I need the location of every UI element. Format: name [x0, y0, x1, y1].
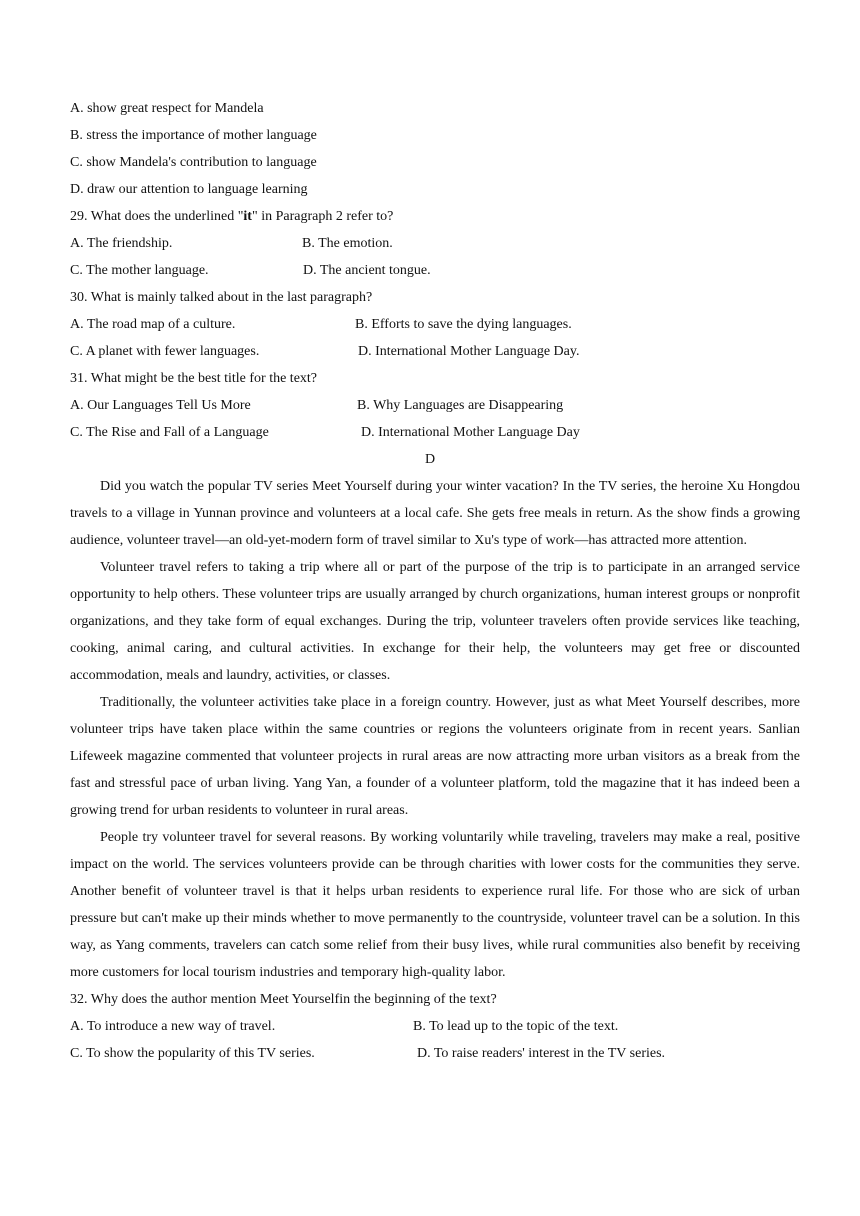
q30-option-d: D. International Mother Language Day.: [358, 344, 580, 359]
q30-option-a: A. The road map of a culture.: [70, 317, 236, 332]
q28-option-c: C. show Mandela's contribution to language: [70, 155, 317, 170]
q29-option-a: A. The friendship.: [70, 236, 173, 251]
q32-option-a: A. To introduce a new way of travel.: [70, 1019, 276, 1034]
q30-stem: 30. What is mainly talked about in the last paragraph?: [70, 290, 373, 305]
q31-options-cd: [70, 419, 800, 446]
q29-option-d: D. The ancient tongue.: [303, 263, 431, 278]
document-page: [70, 95, 800, 1067]
q30-options-cd: [70, 338, 800, 365]
passage-paragraph-3: Traditionally, the volunteer activities take place in a foreign country. However, just as what Meet Yourself describes, more volunteer trips have taken place within the same countries or regions the volunteers originate from in recent years. Sanlian Lifeweek magazine commented that volunteer projects in rural areas are now attracting more urban visitors as a break from the fast and stressful pace of urban living. Yang Yan, a founder of a volunteer platform, told the magazine that it has indeed been a growing trend for urban residents to volunteer in rural areas.: [70, 695, 800, 818]
section-label: D: [424, 452, 436, 467]
passage-paragraph-1: Did you watch the popular TV series Meet Yourself during your winter vacation? In the TV series, the heroine Xu Hongdou travels to a village in Yunnan province and volunteers at a local cafe. She gets free meals in return. As the show finds a growing audience, volunteer travel—an old-yet-modern form of travel similar to Xu's type of work—has attracted more attention.: [70, 479, 800, 548]
q32-options-cd: [70, 1040, 800, 1067]
passage-paragraph-2: Volunteer travel refers to taking a trip where all or part of the purpose of the trip is to participate in an arranged service opportunity to help others. These volunteer trips are usually arranged by church organizations, human interest groups or nonprofit organizations, and they take form of equal exchanges. During the trip, volunteer travelers often provide services like teaching, cooking, animal caring, and cultural activities. In exchange for their help, the volunteers may get free or discounted accommodation, meals and laundry, activities, or classes.: [70, 560, 800, 683]
q31-option-a: A. Our Languages Tell Us More: [70, 398, 251, 413]
q32-option-b: B. To lead up to the topic of the text.: [413, 1019, 619, 1034]
q29-option-c: C. The mother language.: [70, 263, 209, 278]
q30-option-b: B. Efforts to save the dying languages.: [355, 317, 572, 332]
q31-option-b: B. Why Languages are Disappearing: [357, 398, 564, 413]
q32-option-c: C. To show the popularity of this TV series.: [70, 1046, 315, 1061]
q32-options-ab: [70, 1013, 800, 1040]
q31-stem: 31. What might be the best title for the text?: [70, 371, 318, 386]
q29-stem-bold: it: [243, 209, 252, 224]
q29-option-b: B. The emotion.: [302, 236, 393, 251]
q32-option-d: D. To raise readers' interest in the TV series.: [417, 1046, 666, 1061]
q28-option-d: D. draw our attention to language learning: [70, 182, 308, 197]
q31-option-c: C. The Rise and Fall of a Language: [70, 425, 269, 440]
passage-paragraph-4: People try volunteer travel for several reasons. By working voluntarily while traveling, travelers may make a real, positive impact on the world. The services volunteers provide can be through charities with lower costs for the communities they serve. Another benefit of volunteer travel is that it helps urban residents to experience rural life. For those who are sick of urban pressure but can't make up their minds whether to move permanently to the countryside, volunteer travel can be a solution. In this way, as Yang comments, travelers can catch some relief from their busy lives, while rural communities also benefit by receiving more customers for local tourism industries and temporary high-quality labor.: [70, 830, 800, 980]
q29-stem-post: " in Paragraph 2 refer to?: [251, 209, 394, 224]
q32-stem: 32. Why does the author mention Meet Yourselfin the beginning of the text?: [70, 992, 497, 1007]
q29-stem: [70, 203, 800, 230]
q28-option-b: B. stress the importance of mother language: [70, 128, 317, 143]
q29-options-cd: [70, 257, 800, 284]
q28-option-a: A. show great respect for Mandela: [70, 101, 264, 116]
q31-option-d: D. International Mother Language Day: [361, 425, 580, 440]
q30-option-c: C. A planet with fewer languages.: [70, 344, 260, 359]
q30-options-ab: [70, 311, 800, 338]
q31-options-ab: [70, 392, 800, 419]
q29-stem-pre: 29. What does the underlined ": [70, 209, 244, 224]
q29-options-ab: [70, 230, 800, 257]
